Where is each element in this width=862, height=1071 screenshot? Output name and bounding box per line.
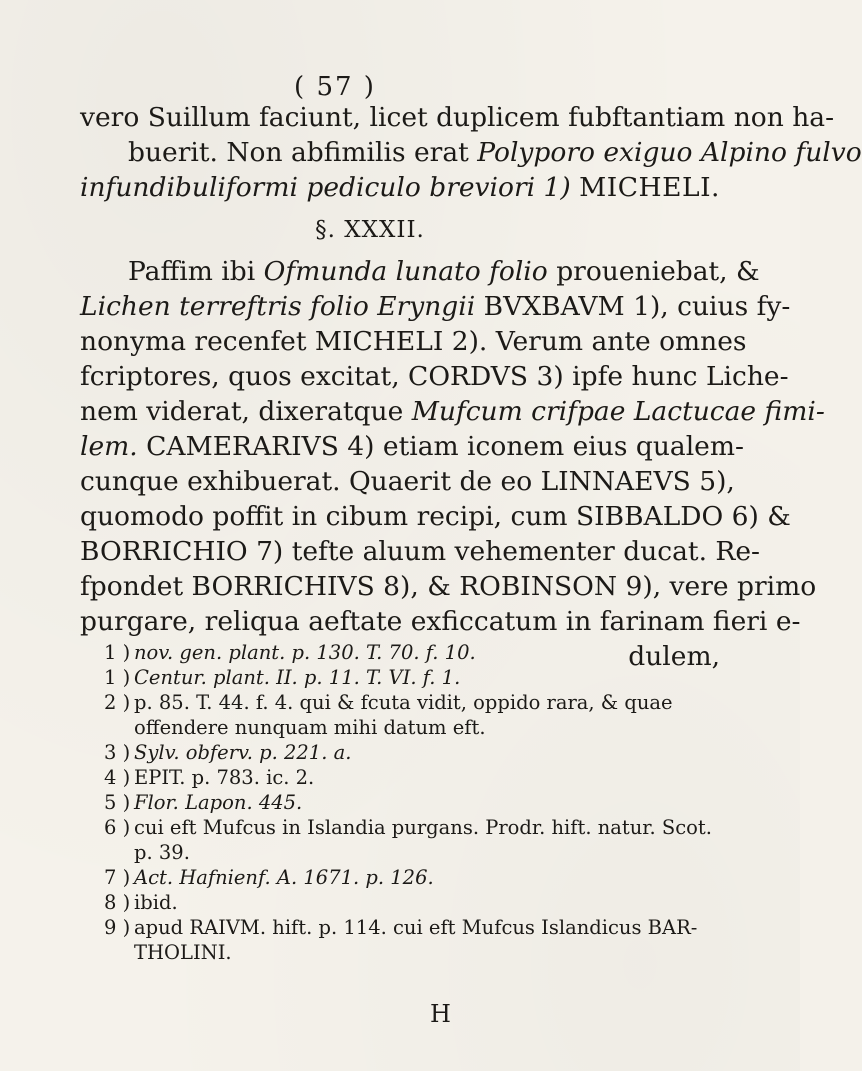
text-line: BORRICHIO 7) tefte aluum vehementer ducat. Re- — [80, 536, 761, 567]
footnote-continuation: THOLINI. — [134, 941, 232, 964]
text-span: proueniebat, & — [556, 256, 760, 287]
footnote-mark: 3 ) — [104, 741, 131, 764]
footnote — [104, 665, 704, 690]
main-text — [80, 100, 862, 674]
footnote — [104, 765, 704, 790]
species-name: Polyporo exiguo Alpino fulvo — [477, 137, 862, 168]
page-number: ( 57 ) — [294, 72, 376, 102]
footnote-text: ibid. — [134, 891, 178, 914]
footnote-text: Sylv. obferv. p. 221. a. — [134, 741, 352, 764]
footnote — [104, 790, 704, 815]
footnote — [104, 740, 704, 765]
footnote-mark: 8 ) — [104, 891, 131, 914]
text-line: fpondet BORRICHIVS 8), & ROBINSON 9), vere primo — [80, 571, 817, 602]
footnote-text: Centur. plant. II. p. 11. T. VI. f. 1. — [134, 666, 461, 689]
footnote-mark: 9 ) — [104, 916, 131, 939]
footnote-mark: 1 ) — [104, 641, 131, 664]
text-line: vero Suillum faciunt, licet duplicem fubftantiam non ha- — [80, 102, 835, 133]
text-line — [80, 254, 760, 289]
text-line — [80, 135, 862, 170]
footnote-text: EPIT. p. 783. ic. 2. — [134, 766, 315, 789]
species-name: infundibuliformi pediculo breviori 1) — [80, 172, 571, 203]
text-span: BVXBAVM 1), cuius fy- — [483, 291, 791, 322]
footnote-continuation: p. 39. — [134, 841, 190, 864]
text-line: quomodo poffit in cibum recipi, cum SIBBALDO 6) & — [80, 501, 791, 532]
text-span: buerit. Non abfimilis erat — [128, 137, 469, 168]
text-line: nonyma recenfet MICHELI 2). Verum ante omnes — [80, 326, 747, 357]
species-name: Lichen terreftris folio Eryngii — [80, 291, 476, 322]
footnote-mark: 5 ) — [104, 791, 131, 814]
footnote — [104, 890, 704, 915]
text-span: CAMERARIVS 4) etiam iconem eius qualem- — [146, 431, 744, 462]
text-span: Paffim ibi — [128, 256, 256, 287]
footnote-mark: 6 ) — [104, 816, 131, 839]
text-line: purgare, reliqua aeftate exficcatum in farinam fieri e- — [80, 606, 801, 637]
footnote-text: p. 85. T. 44. f. 4. qui & fcuta vidit, oppido rara, & quae — [134, 691, 673, 714]
footnotes — [104, 640, 712, 965]
species-name: Ofmunda lunato folio — [263, 256, 548, 287]
footnote-mark: 1 ) — [104, 666, 131, 689]
footnote-text: Act. Hafnienf. A. 1671. p. 126. — [134, 866, 434, 889]
signature-mark: H — [430, 1000, 451, 1028]
footnote — [104, 915, 704, 940]
text-line — [80, 429, 744, 464]
footnote — [104, 690, 704, 715]
footnote-mark: 2 ) — [104, 691, 131, 714]
footnote — [104, 640, 704, 665]
footnote-text: nov. gen. plant. p. 130. T. 70. f. 10. — [134, 641, 476, 664]
footnote-text: cui eft Mufcus in Islandia purgans. Prodr. hift. natur. Scot. — [134, 816, 712, 839]
footnote — [104, 865, 704, 890]
footnote-text: apud RAIVM. hift. p. 114. cui eft Mufcus Islandicus BAR- — [134, 916, 698, 939]
footnote-continuation: offendere nunquam mihi datum eft. — [134, 716, 486, 739]
text-line — [80, 170, 720, 205]
text-line — [80, 289, 791, 324]
footnote — [104, 815, 712, 840]
species-name: Mufcum crifpae Lactucae fimi- — [411, 396, 825, 427]
author-name: MICHELI. — [579, 172, 720, 203]
text-line — [80, 394, 825, 429]
text-line: fcriptores, quos excitat, CORDVS 3) ipfe hunc Liche- — [80, 361, 789, 392]
footnote-mark: 4 ) — [104, 766, 131, 789]
catchword: dulem, — [628, 641, 720, 672]
footnote-mark: 7 ) — [104, 866, 131, 889]
species-name: lem. — [80, 431, 138, 462]
footnote-text: Flor. Lapon. 445. — [134, 791, 303, 814]
text-line: cunque exhibuerat. Quaerit de eo LINNAEVS 5), — [80, 466, 735, 497]
section-heading: §. XXXII. — [315, 217, 425, 243]
text-span: nem viderat, dixeratque — [80, 396, 404, 427]
